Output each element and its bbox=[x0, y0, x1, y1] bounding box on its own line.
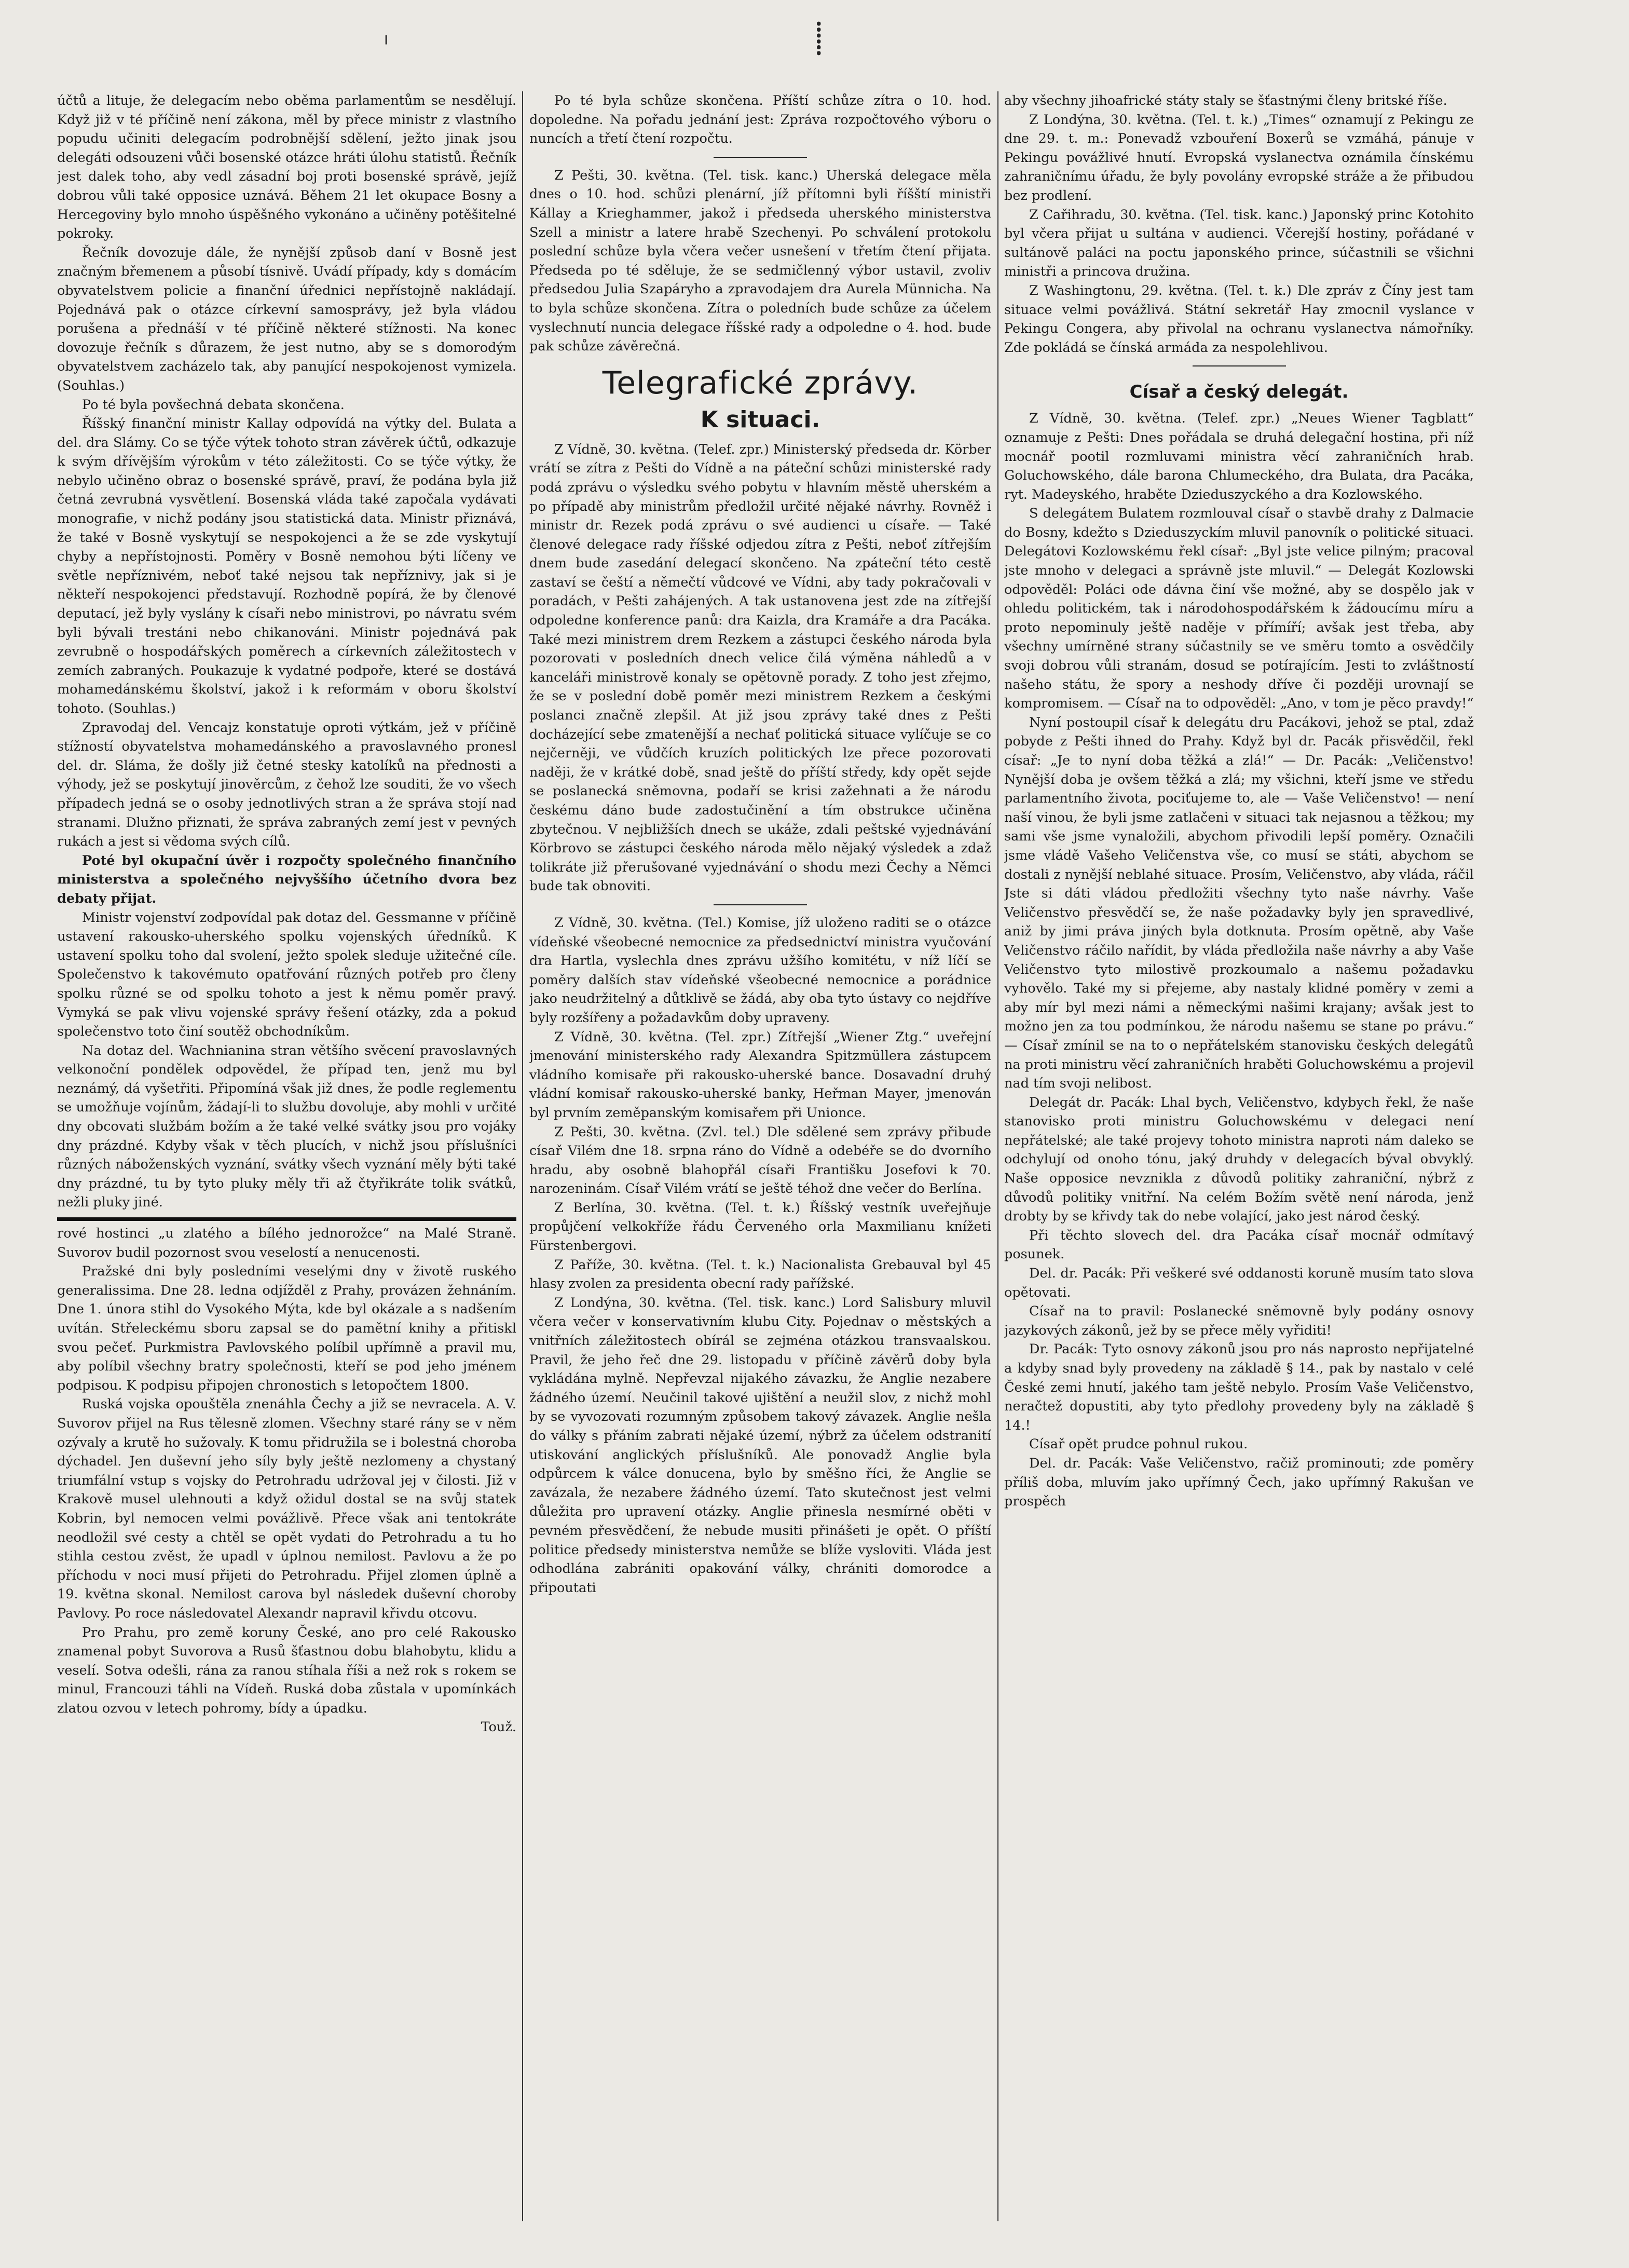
col3-paragraph: Del. dr. Pacák: Vaše Veličenstvo, račiž prominouti; zde poměry příliš doba, mluvím jako upřímný Čech, jako upřímný Rakušan ve prospěch bbox=[1004, 1455, 1474, 1510]
col3-paragraph: Z Washingtonu, 29. května. (Tel. t. k.) Dle zpráv z Číny jest tam situace velmi povážlivá. Státní sekretář Hay zmocnil vyslance v Pekingu Congera, aby přivolal na ochranu vyslanectva námořníky. Zde pokládá se čínská armáda za nespolehlivou. bbox=[1004, 282, 1474, 356]
col3-paragraph: Císař opět prudce pohnul rukou. bbox=[1029, 1436, 1248, 1452]
col1-paragraph: účtů a lituje, že delegacím nebo oběma parlamentům se nesdělují. Když již v té příčině není zákona, měl by přece ministr z vlastního popudu učiniti delegacím podrobnější sdělení, ježto jinak jsou delegáti odsouzeni vůči bosenské otázce hráti úlohu statistů. Řečník jest dalek toho, aby vedl zásadní boj proti bosenské správě, jejíž dobrou vůli také opposice uznává. Během 21 let okupace Bosny a Hercegoviny bylo mnoho úspěšného vykonáno a učiněny potěšitelné pokroky. bbox=[57, 93, 516, 242]
col2-paragraph: Z Vídně, 30. května. (Telef. zpr.) Ministerský předseda dr. Körber vrátí se zítra z Pešti do Vídně a na páteční schůzi ministerské rady podá zprávu o výsledku svého pobytu v hlavním městě uherském a po případě aby ministrům předložil určité nějaké návrhy. Rovněž i ministr dr. Rezek podá zprávu o své audienci u císaře. — Také členové delegace rady říšské odjedou zítra z Pešti, neboť zítřejším dnem bude zasedání delegací skončeno. Na zpáteční této cestě zastaví se čeští a němečtí vůdcové ve Vídni, aby tady pokračovali v poradách, v Pešti zahájených. A tak ustanovena jest zde na zítřejší odpoledne konference panů: dra Kaizla, dra Kramáře a dra Pacáka. Také mezi ministrem drem Rezkem a zástupci českého národa byla pozorovati v posledních dnech velice čilá výměna náhledů a v kanceláři ministrově konaly se opětovně porady. Z toho jest zřejmo, že se v poslední době poměr mezi ministrem Rezkem a českými poslanci značně zlepšil. At již jsou zprávy také dnes z Pešti docházející sebe zmatenější a nechať politická situace vylíčuje se co nejčerněji, ve vůdčích kruzích politických lze přece pozorovati naději, že v krátké době, snad ještě do příští středy, kdy opět sejde se poslanecká sněmovna, podaří se krisi zažehnati a že národu českému dáno bude zadostučinění a tím obstrukce učiněna zbytečnou. V nejbližších dnech se ukáže, zdali peštské vyjednávání Körbrovo se zástupci českého národa mělo nějaký výsledek a zdaž tolikráte již přerušované vyjednávání o shodu mezi Čechy a Němci bude tak obnoviti. bbox=[529, 441, 991, 894]
col1-paragraph: Zpravodaj del. Vencajz konstatuje oproti výtkám, jež v příčině stížností obyvatelstva mohamedánského a pravoslavného pronesl del. dr. Sláma, že došly již četné stesky katolíků na přednosti a výhody, jež se poskytují jinověrcům, z čehož lze souditi, že vo všech případech jedná se o osoby jednotlivých stran a že správa stojí nad stranami. Dlužno přiznati, že správa zabraných zemí jest v pevných rukách a jest si vědoma svých cílů. bbox=[57, 719, 516, 850]
col2-paragraph: Z Berlína, 30. května. (Tel. t. k.) Říšský vestník uveřejňuje propůjčení velkokříže řádu Červeného orla Maxmilianu knížeti Fürstenbergovi. bbox=[529, 1200, 991, 1254]
col2-paragraph: Z Paříže, 30. května. (Tel. t. k.) Nacionalista Grebauval byl 45 hlasy zvolen za presidenta obecní rady pařížské. bbox=[529, 1257, 991, 1292]
column-3 bbox=[1004, 91, 1474, 2226]
col3-paragraph: Delegát dr. Pacák: Lhal bych, Veličenstvo, kdybych řekl, že naše stanovisko proti ministru Goluchowskému v delegaci není nepřátelské; ale také projevy tohoto ministra naproti nám daleko se odchylují od onoho tónu, jaký druhdy v delegacích býval obvyklý. Naše opposice nevznikla z důvodů politiky zahraniční, nýbrž z důvodů politiky vnitřní. Na celém Božím světě není národa, jenž drobty by se křivdy tak do nebe volající, jako jest národ český. bbox=[1004, 1094, 1474, 1225]
column-rule-right bbox=[997, 91, 998, 2221]
section-divider bbox=[714, 904, 807, 905]
col3-paragraph: aby všechny jihoafrické státy staly se šťastnými členy britské říše. bbox=[1004, 93, 1447, 108]
col2-paragraph: Z Pešti, 30. května. (Tel. tisk. kanc.) Uherská delegace měla dnes o 10. hod. schůzi plenární, jíž přítomni byli říšští ministři Kállay a Krieghammer, jakož i předseda uherského ministerstva Szell a ministr a latere hrabě Szechenyi. Po schválení protokolu poslední schůze byla včera večer usnešení v třetím čtení přijata. Předseda po té sděluje, že se sedmičlenný výbor ustavil, zvoliv předsedou Julia Szapáryho a zpravodajem dra Aurela Münnicha. Na to byla schůze skončena. Zítra o poledních bude schůze za účelem vyslechnutí nuncia delegace říšské rady a odpoledne o 4. hod. bude pak schůze závěrečná. bbox=[529, 167, 991, 355]
column-rule-left bbox=[522, 91, 523, 2221]
col2-paragraph: Po té byla schůze skončena. Příští schůze zítra o 10. hod. dopoledne. Na pořadu jednání jest: Zpráva rozpočtového výboru o nuncích a třetí čtení rozpočtu. bbox=[529, 93, 991, 147]
col1-paragraph: Říšský finanční ministr Kallay odpovídá na výtky del. Bulata a del. dra Slámy. Co se týče výtek tohoto stran závěrek účtů, odkazuje k svým dřívějším výrokům v této záležitosti. Co se týče výtky, že nebylo učiněno obraz o bosenské správě, praví, že podána byla již četná zevrubná vysvětlení. Bosenská vláda také započala vydávati monografie, v nichž podány jsou statistická data. Ministr přiznává, že také v Bosně vyskytují se nespokojenci a že se zde vyskytují chyby a nepřístojnosti. Poměry v Bosně nemohou býti líčeny ve světle nepříznivém, neboť také nejsou tak nepříznivy, jak si je někteří nespokojenci představují. Rozhodně popírá, že by členové deputací, jež byly vyslány k císaři nebo ministrovi, po návratu svém byli bývali trestáni nebo chikanováni. Ministr pojednává pak zevrubně o hospodářských poměrech a církevních záležitostech v zemích zabraných. Poukazuje k vydatné podpoře, které se dostává mohamedánskému školství, jakož i k reformám v oboru školství tohoto. (Souhlas.) bbox=[57, 416, 516, 716]
subheading-situation: K situaci. bbox=[700, 406, 820, 433]
col1-paragraph: Po té byla povšechná debata skončena. bbox=[82, 397, 345, 413]
col3-paragraph: Nyní postoupil císař k delegátu dru Pacákovi, jehož se ptal, zdaž pobyde z Pešti ihned do Prahy. Když byl dr. Pacák přisvědčil, řekl císař: „Je to nyní doba těžká a zlá!“ — Dr. Pacák: „Veličenstvo! Nynější doba je ovšem těžká a zlá; my všichni, kteří jsme ve středu parlamentního života, pociťujeme to, ale — Vaše Veličenstvo! — není naší vinou, že byli jsme zatlačeni v situaci tak nejasnou a těžkou; my sami vše jsme vynaložili, abychom přivodili lepší poměry. Označili jsme vládě Vašeho Veličenstva vše, co musí se státi, abychom se dostali z nynější neblahé situace. Prosím, Veličenstvo, aby vláda, ráčil Jste si dáti vládou předložiti všechny tyto naše návrhy. Vaše Veličenstvo přesvědčí se, že naše požadavky byly jen spravedlivé, aniž by jimi práva jiných byla dotknuta. Prosím opětně, aby Vaše Veličenstvo ráčilo nařídit, by vláda předložila naše návrhy a aby Vaše Veličenstvo tyto milostivě prozkoumalo a našemu požadavku vyhovělo. Také my si přejeme, aby nastaly klidné poměry v zemi a aby mír byl mezi námi a německými našimi krajany; avšak jest to možno jen za tou podmínkou, že národu našemu se stane po právu.“ — Císař zmínil se na to o nepřátelském stanovisku českých delegátů na proti ministru věcí zahraničních hraběti Goluchowskému a projevil nad tím svoji nelibost. bbox=[1004, 714, 1474, 1092]
col1-feuilleton-paragraph: Ruská vojska opouštěla znenáhla Čechy a již se nevracela. A. V. Suvorov přijel na Rus tělesně zlomen. Všechny staré rány se v něm ozývaly a krutě ho sužovaly. K tomu přidružila se i bolestná choroba dýchadel. Jen duševní jeho síly byly ještě nezlomeny a chystaný triumfální vstup s vojsky do Petrohradu udržoval jej v čilosti. Již v Krakově musel ulehnouti a když ožidul dostal se na svůj statek Kobrin, byl nemocen velmi povážlivě. Přece však ani tentokráte neodložil své cesty a chtěl se opět vydati do Petrohradu a tu ho stihla cestou zvěst, že upadl v úplnou nemilost. Pavlovu a že po příchodu v noci musí přijeti do Petrohradu. Přijel zlomen úplně a 19. května skonal. Nemilost carova byl následek duševní choroby Pavlovy. Po roce následovatel Alexandr napravil křivdu otcovu. bbox=[57, 1396, 516, 1621]
col1-feuilleton-paragraph: Pražské dni byly posledními veselými dny v životě ruského generalissima. Dne 28. ledna odjížděl z Prahy, provázen žehnáním. Dne 1. února stihl do Vysokého Mýta, kde byl okázale a s nadšením uvítán. Střeleckému sboru zapsal se do pamětní knihy a přitiskl svou pečeť. Purkmistra Pavlovského políbil upřímně a pravil mu, aby políbil všechny bratry společnosti, kteří se pod jeho jménem podpisou. K podpisu připojen chronostich s letopočtem 1800. bbox=[57, 1264, 516, 1393]
col1-paragraph-bold: Poté byl okupační úvěr i rozpočty společného finančního ministerstva a společného nejvyššího účetního dvora bez debaty přijat. bbox=[57, 852, 516, 906]
col2-paragraph: Z Vídně, 30. května. (Tel. zpr.) Zítřejší „Wiener Ztg.“ uveřejní jmenování ministerského rady Alexandra Spitzmüllera zástupcem vládního komisaře při rakousko-uherské bance. Dosavadní druhý vládní komisař rakousko-uherské banky, Heřman Mayer, jmenován byl prvním zeměpanským komisařem při Unionce. bbox=[529, 1029, 991, 1121]
col1-paragraph: Na dotaz del. Wachnianina stran většího svěcení pravoslavných velkonoční pondělek odpovědel, že případ ten, jenž mu byl neznámý, dá vyšetřiti. Připomíná však již dnes, že podle reglementu se umožňuje vojínům, žádají-li to službu dovoluje, aby mohli v určité dny obcovati službám božím a že také velké svátky jsou pro vojáky dny prázdné. Kdyby však v těch plucích, v nichž jsou příslušníci různých náboženských vyznání, svátky všech vyznání měly býti také dny prázdné, tu by tyto pluky měly tři až čtyřikráte tolik svátků, nežli pluky jiné. bbox=[57, 1042, 516, 1211]
section-divider bbox=[714, 157, 807, 158]
col1-paragraph: Ministr vojenství zodpovídal pak dotaz del. Gessmanne v příčině ustavení rakousko-uherského spolku vojenských úředníků. K ustavení spolku toho dal svolení, ježto spolek sleduje užitečné cíle. Společenstvo k takovémuto opatřování různých potřeb pro členy spolku různé se od spolku tohoto a jest k němu poměr pravý. Vymyká se pak vlivu vojenské správy řešení otázky, zda a pokud společenstvo toto činí soutěž obchodníkům. bbox=[57, 909, 516, 1040]
col3-paragraph: Z Cařihradu, 30. května. (Tel. tisk. kanc.) Japonský princ Kotohito byl včera přijat u sultána v audienci. Včerejší hostiny, pořádané v sultánově paláci na poctu japonského prince, súčastnili se všichni ministři a princova družina. bbox=[1004, 207, 1474, 280]
col1-feuilleton-paragraph: Pro Prahu, pro země koruny České, ano pro celé Rakousko znamenal pobyt Suvorova a Rusů šťastnou dobu blahobytu, klidu a veselí. Sotva odešli, rána za ranou stíhala říši a než rok s rokem se minul, Francouzi táhli na Vídeň. Ruská doba zůstala v upomínkách zlatou ozvou v letech pohromy, bídy a úpadku. bbox=[57, 1624, 516, 1716]
column-2 bbox=[529, 91, 991, 2226]
col3-paragraph: S delegátem Bulatem rozmlouval císař o stavbě drahy z Dalmacie do Bosny, kdežto s Dzieduszyckím mluvil panovník o politické situaci. Delegátovi Kozlowskému řekl císař: „Byl jste velice pilným; pracoval jste mnoho v delegaci a správně jste mluvil.“ — Delegát Kozlowski odpověděl: Poláci ode dávna činí vše možné, aby se dospělo jak v ohledu politickém, tak i národohospodářském k žádoucímu míru a proto nepominuly ještě naděje v přímíří; avšak jest třeba, aby všechny umírněné strany súčastnily se ve směru tomto a osvědčily svoji dobrou vůli stranám, dosud se potírajícím. Jesti to zvláštností našeho státu, že spory a neshody dříve či později urovnají se kompromisem. — Císař na to odpověděl: „Ano, v tom je pěco pravdy!“ bbox=[1004, 506, 1474, 712]
header-mark-center: ⸽ bbox=[815, 20, 823, 57]
col3-paragraph: Z Vídně, 30. května. (Telef. zpr.) „Neues Wiener Tagblatt“ oznamuje z Pešti: Dnes pořádala se druhá delegační hostina, při níž mocnář pootil rozmluvami ministra věcí zahraničních hrab. Goluchowského, dále barona Chlumeckého, dra Bulata, dra Pacáka, ryt. Madeyského, hraběte Dzieduszyckého a dra Kozlowského. bbox=[1004, 411, 1474, 503]
signature: Touž. bbox=[481, 1719, 516, 1735]
col3-paragraph: Z Londýna, 30. května. (Tel. t. k.) „Times“ oznamují z Pekingu ze dne 29. t. m.: Ponevadž vzbouření Boxerů se vzmáhá, pánuje v Pekingu povážlivé hnutí. Evropská vyslanectva oznámila čínskému zahraničnímu úřadu, že byly povolány evropské stráže a že přibudou bez prodlení. bbox=[1004, 112, 1474, 203]
section-divider bbox=[1193, 365, 1286, 366]
col2-paragraph: Z Londýna, 30. května. (Tel. tisk. kanc.) Lord Salisbury mluvil včera večer v konservativním klubu City. Pojednav o městských a vnitřních záležitostech obírál se zejména otázkou transvaalskou. Pravil, že jeho řeč dne 29. listopadu v příčině závěrů doby byla vykládána mylně. Nepřevzal nijakého závazku, že Anglie nezabere žádného území. Neučinil takové ujištění a neužil slov, z nichž mohl by se vyvozovati rozumným způsobem takový závazek. Anglie nešla do války s přáním zabrati nějaké území, nýbrž za účelem odstranití utiskování anglických příslušníků. Ale ponovadž Anglie byla odpůrcem k válce donucena, bylo by směšno říci, že Anglie se zavázala, že nezabere žádného území. Tato skutečnost jest velmi důležita pro upravení otázky. Anglie přinesla nesmírné oběti v pevném přesvědčení, že nebude musiti přinášeti je opět. O příští politice předsedy ministerstva nemůže se blíže vysloviti. Vláda jest odhodlána zabrániti opakování války, chrániti domorodce a připoutati bbox=[529, 1295, 991, 1596]
section-heading-emperor: Císař a český delegát. bbox=[1129, 382, 1349, 403]
col3-paragraph: Dr. Pacák: Tyto osnovy zákonů jsou pro nás naprosto nepřijatelné a kdyby snad byly provedeny na základě § 14., pak by nastalo v celé České zemi hnutí, jakého tam ještě nebylo. Prosím Vaše Veličenstvo, neračtež dopustiti, aby tyto předlohy provedeny byly na základě § 14.! bbox=[1004, 1341, 1474, 1433]
col1-feuilleton-paragraph: rové hostinci „u zlatého a bílého jednorožce“ na Malé Straně. Suvorov budil pozornost svou veselostí a nenucenosti. bbox=[57, 1226, 516, 1260]
col1-paragraph: Řečník dovozuje dále, že nynější způsob daní v Bosně jest značným břemenem a působí tísnivě. Uvádí případy, kdy s domácím obyvatelstvem policie a finanční úřednici nepřístojně nakládají. Pojednává pak o otázce církevní samosprávy, jež byla vládou porušena a přednáší v té příčině některé stížnosti. Na konec dovozuje řečník s důrazem, že jest nutno, aby se s domorodým obyvatelstvem zacházelo tak, aby panující nespokojenost vymizela. (Souhlas.) bbox=[57, 245, 516, 393]
col3-paragraph: Del. dr. Pacák: Při veškeré své oddanosti koruně musím tato slova opětovati. bbox=[1004, 1266, 1474, 1300]
header-mark-left: ᴵ bbox=[384, 31, 389, 58]
col2-paragraph: Z Pešti, 30. května. (Zvl. tel.) Dle sdělené sem zprávy přibude císař Vilém dne 18. srpna ráno do Vídně a odebéře se do dvorního hradu, aby osobně blahopřál císaři Františku Josefovi k 70. narozeninám. Císař Vilém vrátí se ještě téhož dne večer do Berlína. bbox=[529, 1124, 991, 1197]
column-1 bbox=[57, 91, 516, 2226]
col3-paragraph: Císař na to pravil: Poslanecké sněmovně byly podány osnovy jazykových zákonů, jež by se přece měly vyřiditi! bbox=[1004, 1303, 1474, 1338]
section-heading-telegraphic-news: Telegrafické zprávy. bbox=[602, 364, 919, 401]
feuilleton-divider bbox=[57, 1217, 516, 1221]
col3-paragraph: Při těchto slovech del. dra Pacáka císař mocnář odmítavý posunek. bbox=[1004, 1227, 1474, 1262]
col2-paragraph: Z Vídně, 30. května. (Tel.) Komise, jíž uloženo raditi se o otázce vídeňské všeobecné nemocnice za předsednictví ministra vyučování dra Hartla, vyslechla dnes zprávu užšího komitétu, v níž líčí se poměry dalších stav vídeňské všeobecné nemocnice a porádnice jako neudržitelný a důtklivě se žádá, aby oba tyto ústavy co nejdříve byly rozšířeny a požadavkům doby upraveny. bbox=[529, 915, 991, 1026]
